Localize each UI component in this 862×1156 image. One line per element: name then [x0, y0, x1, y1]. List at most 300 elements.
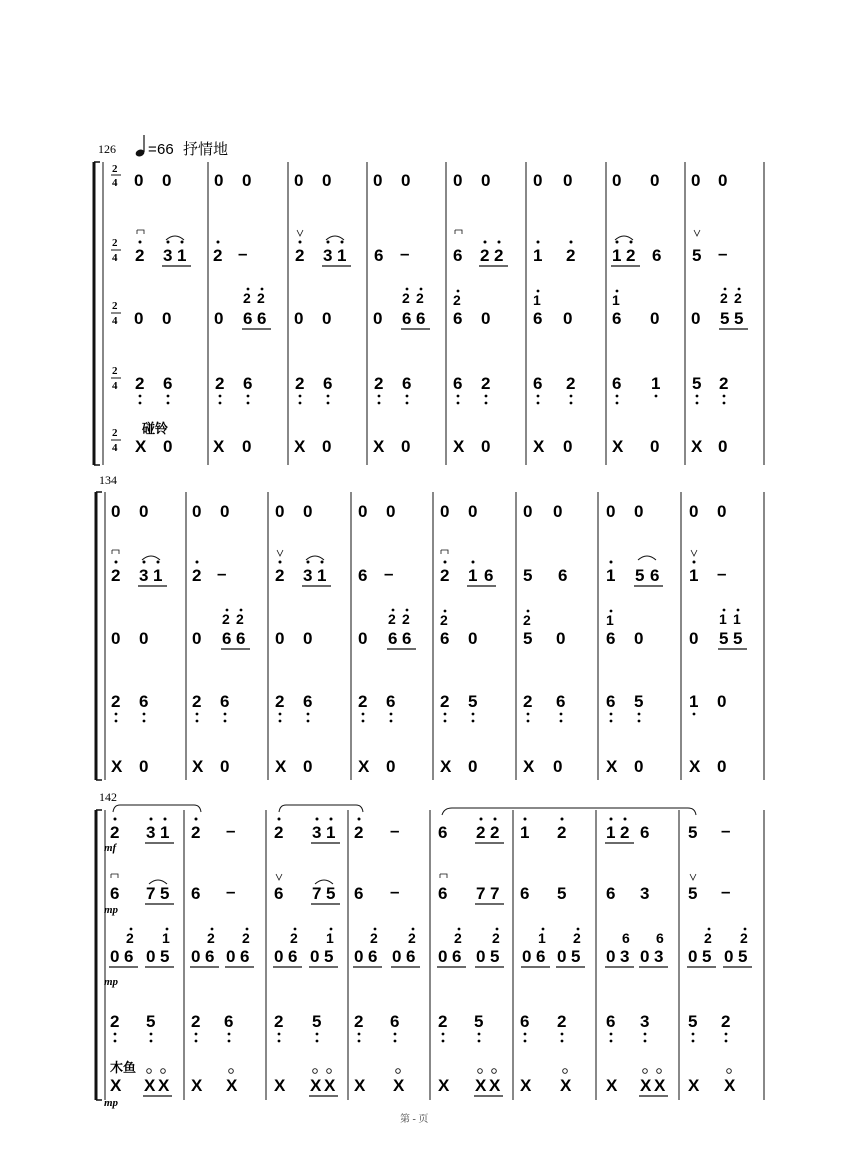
svg-text:2: 2: [112, 163, 118, 175]
svg-text:5: 5: [738, 947, 748, 966]
svg-text:2: 2: [295, 374, 305, 393]
svg-text:6: 6: [558, 566, 568, 585]
svg-text:2: 2: [523, 612, 531, 628]
svg-text:X: X: [640, 1076, 652, 1095]
svg-text:0: 0: [691, 309, 701, 328]
svg-text:0: 0: [650, 171, 660, 190]
svg-text:4: 4: [112, 442, 118, 454]
svg-text:5: 5: [688, 1012, 698, 1031]
svg-text:0: 0: [523, 502, 533, 521]
svg-text:0: 0: [634, 502, 644, 521]
svg-text:1: 1: [160, 823, 170, 842]
svg-text:X: X: [438, 1076, 450, 1095]
svg-text:X: X: [144, 1076, 156, 1095]
svg-text:–: –: [717, 564, 727, 583]
svg-text:5: 5: [324, 947, 334, 966]
svg-text:6: 6: [453, 309, 463, 328]
system-1: [94, 135, 764, 465]
svg-text:X: X: [520, 1076, 532, 1095]
svg-text:6: 6: [536, 947, 546, 966]
svg-text:X: X: [191, 1076, 203, 1095]
svg-text:3: 3: [654, 947, 664, 966]
svg-text:X: X: [358, 757, 370, 776]
svg-text:0: 0: [163, 437, 173, 456]
svg-text:6: 6: [323, 374, 333, 393]
svg-text:2: 2: [454, 930, 462, 946]
svg-text:–: –: [721, 821, 731, 840]
svg-text:2: 2: [721, 1012, 731, 1031]
svg-text:0: 0: [612, 171, 622, 190]
svg-text:4: 4: [112, 252, 118, 264]
svg-text:2: 2: [191, 1012, 201, 1031]
svg-text:2: 2: [557, 823, 567, 842]
svg-text:2: 2: [719, 374, 729, 393]
svg-text:6: 6: [520, 1012, 530, 1031]
svg-text:3: 3: [146, 823, 156, 842]
svg-text:6: 6: [243, 309, 253, 328]
svg-text:6: 6: [606, 1012, 616, 1031]
svg-text:6: 6: [556, 692, 566, 711]
svg-text:X: X: [453, 437, 465, 456]
svg-text:X: X: [310, 1076, 322, 1095]
svg-text:1: 1: [612, 246, 622, 265]
svg-text:0: 0: [606, 947, 616, 966]
svg-text:2: 2: [295, 246, 305, 265]
svg-text:0: 0: [689, 629, 699, 648]
dynamic-mark: mp: [104, 976, 119, 988]
svg-text:2: 2: [215, 374, 225, 393]
svg-text:2: 2: [476, 823, 486, 842]
svg-text:0: 0: [139, 629, 149, 648]
svg-text:2: 2: [243, 290, 251, 306]
svg-text:0: 0: [438, 947, 448, 966]
staff-3: [134, 288, 748, 329]
svg-text:2: 2: [402, 290, 410, 306]
svg-text:0: 0: [303, 629, 313, 648]
svg-text:2: 2: [557, 1012, 567, 1031]
svg-text:6: 6: [640, 823, 650, 842]
svg-text:0: 0: [294, 171, 304, 190]
svg-text:6: 6: [358, 566, 368, 585]
svg-text:0: 0: [553, 757, 563, 776]
svg-text:6: 6: [139, 692, 149, 711]
svg-text:6: 6: [374, 246, 384, 265]
measure-number: 134: [99, 473, 117, 487]
svg-text:0: 0: [162, 309, 172, 328]
svg-text:6: 6: [452, 947, 462, 966]
svg-text:X: X: [135, 437, 147, 456]
phrase-slur: [279, 805, 363, 812]
svg-text:6: 6: [438, 884, 448, 903]
svg-text:X: X: [533, 437, 545, 456]
svg-text:1: 1: [520, 823, 530, 842]
svg-text:X: X: [654, 1076, 666, 1095]
svg-text:2: 2: [416, 290, 424, 306]
svg-text:0: 0: [139, 502, 149, 521]
svg-text:0: 0: [718, 437, 728, 456]
svg-text:6: 6: [416, 309, 426, 328]
svg-text:5: 5: [468, 692, 478, 711]
svg-text:6: 6: [650, 566, 660, 585]
svg-text:1: 1: [689, 692, 699, 711]
svg-text:5: 5: [490, 947, 500, 966]
svg-text:5: 5: [635, 566, 645, 585]
svg-text:0: 0: [392, 947, 402, 966]
svg-text:0: 0: [111, 629, 121, 648]
svg-text:2: 2: [110, 1012, 120, 1031]
svg-text:0: 0: [634, 629, 644, 648]
svg-text:0: 0: [688, 947, 698, 966]
svg-text:5: 5: [734, 309, 744, 328]
svg-text:0: 0: [481, 171, 491, 190]
svg-text:6: 6: [533, 374, 543, 393]
svg-text:1: 1: [317, 566, 327, 585]
svg-text:2: 2: [192, 566, 202, 585]
svg-text:0: 0: [373, 171, 383, 190]
svg-text:1: 1: [326, 823, 336, 842]
svg-text:6: 6: [612, 309, 622, 328]
svg-text:1: 1: [326, 930, 334, 946]
svg-text:5: 5: [160, 947, 170, 966]
svg-text:5: 5: [312, 1012, 322, 1031]
svg-text:2: 2: [408, 930, 416, 946]
svg-text:2: 2: [222, 611, 230, 627]
tempo-value: 66: [157, 141, 174, 158]
svg-text:X: X: [560, 1076, 572, 1095]
svg-text:1: 1: [533, 246, 543, 265]
svg-text:6: 6: [484, 566, 494, 585]
svg-text:6: 6: [390, 1012, 400, 1031]
staff-1: [134, 171, 727, 190]
svg-text:3: 3: [323, 246, 333, 265]
staff-2: [104, 874, 730, 916]
staff-5: [135, 421, 727, 456]
svg-text:0: 0: [275, 502, 285, 521]
svg-text:0: 0: [354, 947, 364, 966]
svg-text:2: 2: [492, 930, 500, 946]
svg-text:=: =: [148, 141, 157, 158]
svg-text:X: X: [373, 437, 385, 456]
svg-text:X: X: [688, 1076, 700, 1095]
svg-text:5: 5: [733, 629, 743, 648]
svg-text:0: 0: [634, 757, 644, 776]
svg-text:0: 0: [214, 309, 224, 328]
svg-text:0: 0: [689, 502, 699, 521]
svg-text:1: 1: [533, 292, 541, 308]
svg-text:1: 1: [606, 823, 616, 842]
svg-text:0: 0: [191, 947, 201, 966]
svg-text:2: 2: [257, 290, 265, 306]
svg-text:X: X: [110, 1076, 122, 1095]
svg-text:6: 6: [622, 930, 630, 946]
svg-text:2: 2: [112, 365, 118, 377]
svg-text:5: 5: [719, 629, 729, 648]
svg-text:6: 6: [110, 884, 120, 903]
svg-text:2: 2: [438, 1012, 448, 1031]
svg-text:0: 0: [563, 309, 573, 328]
svg-text:6: 6: [224, 1012, 234, 1031]
svg-text:–: –: [390, 821, 400, 840]
svg-text:2: 2: [480, 246, 490, 265]
svg-text:5: 5: [571, 947, 581, 966]
staff-1: [111, 502, 726, 521]
svg-text:1: 1: [606, 612, 614, 628]
svg-text:0: 0: [294, 309, 304, 328]
dynamic-mark: mp: [104, 904, 119, 916]
svg-text:2: 2: [111, 692, 121, 711]
svg-text:0: 0: [557, 947, 567, 966]
svg-text:X: X: [192, 757, 204, 776]
svg-text:1: 1: [177, 246, 187, 265]
svg-text:0: 0: [303, 502, 313, 521]
svg-text:0: 0: [226, 947, 236, 966]
svg-text:6: 6: [240, 947, 250, 966]
svg-text:6: 6: [520, 884, 530, 903]
svg-text:X: X: [275, 757, 287, 776]
svg-text:3: 3: [139, 566, 149, 585]
svg-text:0: 0: [476, 947, 486, 966]
svg-text:–: –: [721, 882, 731, 901]
svg-text:0: 0: [310, 947, 320, 966]
svg-text:–: –: [390, 882, 400, 901]
svg-text:6: 6: [402, 309, 412, 328]
svg-text:1: 1: [612, 292, 620, 308]
svg-text:X: X: [691, 437, 703, 456]
svg-text:6: 6: [257, 309, 267, 328]
svg-text:2: 2: [111, 566, 121, 585]
svg-text:2: 2: [135, 246, 145, 265]
svg-text:–: –: [384, 564, 394, 583]
svg-text:6: 6: [606, 884, 616, 903]
svg-text:2: 2: [192, 692, 202, 711]
svg-text:0: 0: [322, 309, 332, 328]
svg-text:4: 4: [112, 177, 118, 189]
svg-text:6: 6: [438, 823, 448, 842]
staff-3: [104, 928, 752, 988]
svg-text:X: X: [111, 757, 123, 776]
svg-text:6: 6: [386, 692, 396, 711]
staff-2: [111, 550, 726, 586]
svg-text:6: 6: [606, 692, 616, 711]
svg-text:0: 0: [214, 171, 224, 190]
svg-text:X: X: [689, 757, 701, 776]
svg-text:6: 6: [205, 947, 215, 966]
svg-text:0: 0: [606, 502, 616, 521]
svg-text:X: X: [393, 1076, 405, 1095]
svg-text:5: 5: [634, 692, 644, 711]
svg-text:X: X: [213, 437, 225, 456]
dynamic-mark: mf: [104, 842, 117, 854]
svg-text:2: 2: [440, 692, 450, 711]
svg-text:6: 6: [303, 692, 313, 711]
svg-text:0: 0: [522, 947, 532, 966]
svg-text:6: 6: [274, 884, 284, 903]
staff-2: [135, 230, 727, 266]
svg-text:0: 0: [110, 947, 120, 966]
svg-text:2: 2: [370, 930, 378, 946]
svg-text:2: 2: [566, 374, 576, 393]
svg-text:1: 1: [337, 246, 347, 265]
staff-1: [104, 818, 730, 855]
svg-text:0: 0: [192, 502, 202, 521]
svg-text:–: –: [217, 564, 227, 583]
svg-text:0: 0: [401, 437, 411, 456]
svg-text:0: 0: [358, 629, 368, 648]
svg-text:6: 6: [402, 629, 412, 648]
svg-text:0: 0: [358, 502, 368, 521]
svg-text:2: 2: [734, 290, 742, 306]
svg-text:2: 2: [207, 930, 215, 946]
svg-text:0: 0: [373, 309, 383, 328]
system-3: [96, 790, 764, 1109]
svg-text:0: 0: [556, 629, 566, 648]
svg-text:2: 2: [720, 290, 728, 306]
svg-text:0: 0: [717, 757, 727, 776]
svg-text:6: 6: [453, 374, 463, 393]
svg-text:3: 3: [640, 884, 650, 903]
svg-text:7: 7: [146, 884, 156, 903]
svg-text:6: 6: [288, 947, 298, 966]
svg-text:X: X: [523, 757, 535, 776]
measure-number: 142: [99, 790, 117, 804]
page-footer: 第 - 页: [400, 1114, 429, 1125]
svg-text:2: 2: [440, 566, 450, 585]
svg-text:0: 0: [481, 309, 491, 328]
svg-text:0: 0: [640, 947, 650, 966]
svg-text:X: X: [274, 1076, 286, 1095]
svg-text:2: 2: [354, 823, 364, 842]
svg-text:0: 0: [691, 171, 701, 190]
tempo-text: 抒情地: [183, 141, 229, 158]
svg-text:5: 5: [523, 566, 533, 585]
svg-text:0: 0: [386, 502, 396, 521]
staff-5: [111, 757, 726, 776]
svg-text:0: 0: [134, 309, 144, 328]
svg-text:2: 2: [626, 246, 636, 265]
instrument-label: 碰铃: [142, 421, 169, 436]
svg-text:6: 6: [191, 884, 201, 903]
svg-text:0: 0: [440, 502, 450, 521]
staff-4: [110, 1012, 730, 1042]
svg-text:3: 3: [640, 1012, 650, 1031]
svg-text:0: 0: [192, 629, 202, 648]
svg-text:6: 6: [243, 374, 253, 393]
svg-text:0: 0: [717, 692, 727, 711]
svg-text:1: 1: [606, 566, 616, 585]
svg-text:1: 1: [689, 566, 699, 585]
svg-text:6: 6: [612, 374, 622, 393]
svg-text:5: 5: [557, 884, 567, 903]
svg-text:X: X: [158, 1076, 170, 1095]
svg-text:0: 0: [111, 502, 121, 521]
svg-text:5: 5: [702, 947, 712, 966]
staff-5: [104, 1060, 736, 1109]
svg-text:0: 0: [139, 757, 149, 776]
svg-text:0: 0: [386, 757, 396, 776]
svg-text:–: –: [400, 244, 410, 263]
svg-text:2: 2: [402, 611, 410, 627]
svg-text:7: 7: [312, 884, 322, 903]
system-2: [96, 473, 764, 780]
svg-text:6: 6: [533, 309, 543, 328]
svg-text:6: 6: [656, 930, 664, 946]
svg-text:0: 0: [162, 171, 172, 190]
svg-text:X: X: [606, 757, 618, 776]
barlines: [184, 810, 764, 1100]
svg-text:0: 0: [468, 629, 478, 648]
svg-text:0: 0: [242, 171, 252, 190]
staff-3: [111, 609, 747, 649]
svg-text:0: 0: [322, 437, 332, 456]
svg-text:6: 6: [222, 629, 232, 648]
svg-text:0: 0: [134, 171, 144, 190]
svg-text:2: 2: [110, 823, 120, 842]
svg-text:6: 6: [388, 629, 398, 648]
svg-text:2: 2: [274, 1012, 284, 1031]
svg-text:5: 5: [474, 1012, 484, 1031]
svg-text:6: 6: [236, 629, 246, 648]
svg-text:2: 2: [523, 692, 533, 711]
svg-text:0: 0: [220, 502, 230, 521]
svg-text:5: 5: [692, 374, 702, 393]
svg-text:2: 2: [620, 823, 630, 842]
svg-text:6: 6: [124, 947, 134, 966]
svg-text:0: 0: [275, 629, 285, 648]
staff-4: [135, 374, 728, 404]
svg-text:6: 6: [220, 692, 230, 711]
svg-text:2: 2: [112, 300, 118, 312]
svg-text:0: 0: [274, 947, 284, 966]
svg-text:0: 0: [322, 171, 332, 190]
svg-text:X: X: [294, 437, 306, 456]
svg-text:1: 1: [651, 374, 661, 393]
svg-text:1: 1: [733, 611, 741, 627]
svg-text:0: 0: [220, 757, 230, 776]
svg-text:2: 2: [242, 930, 250, 946]
time-signatures: [111, 163, 121, 454]
svg-text:0: 0: [401, 171, 411, 190]
dynamic-mark: mp: [104, 1097, 119, 1109]
svg-text:2: 2: [236, 611, 244, 627]
svg-text:2: 2: [191, 823, 201, 842]
svg-text:3: 3: [303, 566, 313, 585]
svg-text:–: –: [226, 882, 236, 901]
svg-text:6: 6: [354, 884, 364, 903]
staff-4: [111, 692, 726, 722]
svg-text:X: X: [612, 437, 624, 456]
svg-text:0: 0: [718, 171, 728, 190]
svg-text:6: 6: [652, 246, 662, 265]
svg-text:2: 2: [290, 930, 298, 946]
phrase-slur: [442, 808, 696, 815]
svg-text:3: 3: [620, 947, 630, 966]
svg-text:5: 5: [688, 884, 698, 903]
svg-text:X: X: [724, 1076, 736, 1095]
svg-text:2: 2: [490, 823, 500, 842]
svg-text:X: X: [440, 757, 452, 776]
svg-text:2: 2: [358, 692, 368, 711]
svg-text:5: 5: [326, 884, 336, 903]
svg-text:2: 2: [388, 611, 396, 627]
svg-text:6: 6: [163, 374, 173, 393]
svg-text:0: 0: [146, 947, 156, 966]
svg-text:2: 2: [112, 237, 118, 249]
svg-text:2: 2: [112, 427, 118, 439]
svg-text:2: 2: [566, 246, 576, 265]
svg-text:2: 2: [740, 930, 748, 946]
svg-text:5: 5: [523, 629, 533, 648]
svg-text:6: 6: [440, 629, 450, 648]
